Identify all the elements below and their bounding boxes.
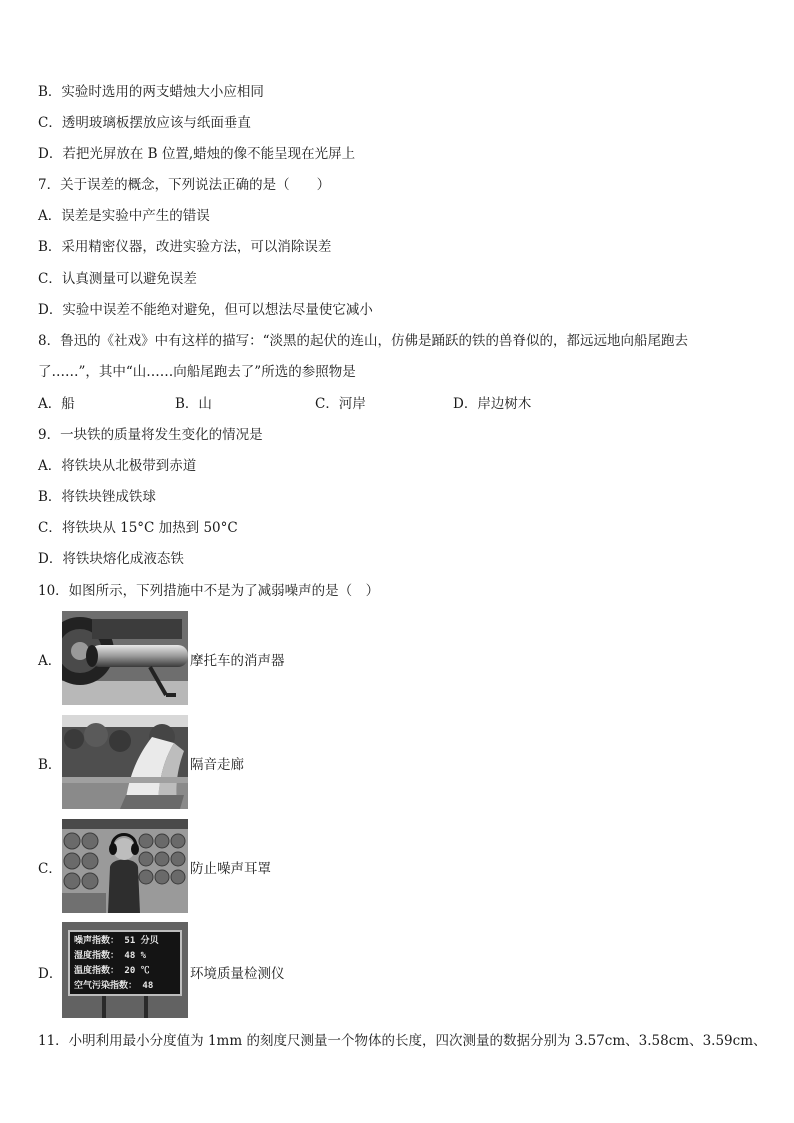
q7-option-a: A．误差是实验中产生的错误 — [38, 208, 210, 224]
q8-option-a: A．船 — [38, 396, 75, 412]
motorcycle-muffler-photo — [62, 611, 188, 705]
q8-option-d: D．岸边树木 — [453, 396, 532, 412]
q10-option-c-caption: 防止噪声耳罩 — [190, 861, 271, 877]
q10-option-a-caption: 摩托车的消声器 — [190, 653, 285, 669]
monitor-sign-board — [68, 930, 182, 996]
soundproof-corridor-photo — [62, 715, 188, 809]
q10-option-b-letter: B． — [38, 757, 62, 773]
q6-option-b: B．实验时选用的两支蜡烛大小应相同 — [38, 84, 264, 100]
monitor-temperature-row: 温度指数： 20 ℃ — [74, 966, 150, 976]
q10-option-d-letter: D． — [38, 966, 63, 982]
q7-option-c: C．认真测量可以避免误差 — [38, 271, 197, 287]
q7-stem: 7．关于误差的概念，下列说法正确的是（ ） — [38, 177, 331, 193]
monitor-air-row: 空气污染指数： 48 — [74, 981, 154, 991]
q9-option-a: A．将铁块从北极带到赤道 — [38, 458, 197, 474]
q8-stem-line1: 8．鲁迅的《社戏》中有这样的描写：“淡黑的起伏的连山，仿佛是踊跃的铁的兽脊似的，都远远地向船尾跑去 — [38, 333, 688, 349]
monitor-humidity-row: 湿度指数： 48 % — [74, 951, 147, 961]
q8-option-c: C．河岸 — [315, 396, 366, 412]
q11-stem: 11．小明利用最小分度值为 1mm 的刻度尺测量一个物体的长度，四次测量的数据分别为 3.57cm、3.58cm、3.59cm、 — [38, 1033, 767, 1049]
monitor-noise-row: 噪声指数： 51 分贝 — [74, 936, 159, 946]
q6-option-c: C．透明玻璃板摆放应该与纸面垂直 — [38, 115, 251, 131]
q10-option-c-letter: C． — [38, 861, 62, 877]
q9-option-d: D．将铁块熔化成液态铁 — [38, 551, 184, 567]
q8-options — [38, 395, 598, 413]
q8-option-b: B．山 — [175, 396, 212, 412]
q9-option-b: B．将铁块锉成铁球 — [38, 489, 156, 505]
q8-stem-line2: 了……”，其中“山……向船尾跑去了”所选的参照物是 — [38, 364, 356, 380]
q9-option-c: C．将铁块从 15°C 加热到 50°C — [38, 520, 238, 536]
noise-monitor-sign-photo — [62, 922, 188, 1018]
q10-option-b-caption: 隔音走廊 — [190, 757, 244, 773]
earmuff-worker-photo — [62, 819, 188, 913]
q10-option-a-letter: A． — [38, 653, 62, 669]
q6-option-d: D．若把光屏放在 B 位置,蜡烛的像不能呈现在光屏上 — [38, 146, 356, 162]
q10-stem: 10．如图所示，下列措施中不是为了减弱噪声的是（ ） — [38, 583, 380, 599]
q7-option-d: D．实验中误差不能绝对避免，但可以想法尽量使它减小 — [38, 302, 373, 318]
q10-option-d-caption: 环境质量检测仪 — [190, 966, 285, 982]
q9-stem: 9．一块铁的质量将发生变化的情况是 — [38, 427, 263, 443]
q7-option-b: B．采用精密仪器，改进实验方法，可以消除误差 — [38, 239, 332, 255]
